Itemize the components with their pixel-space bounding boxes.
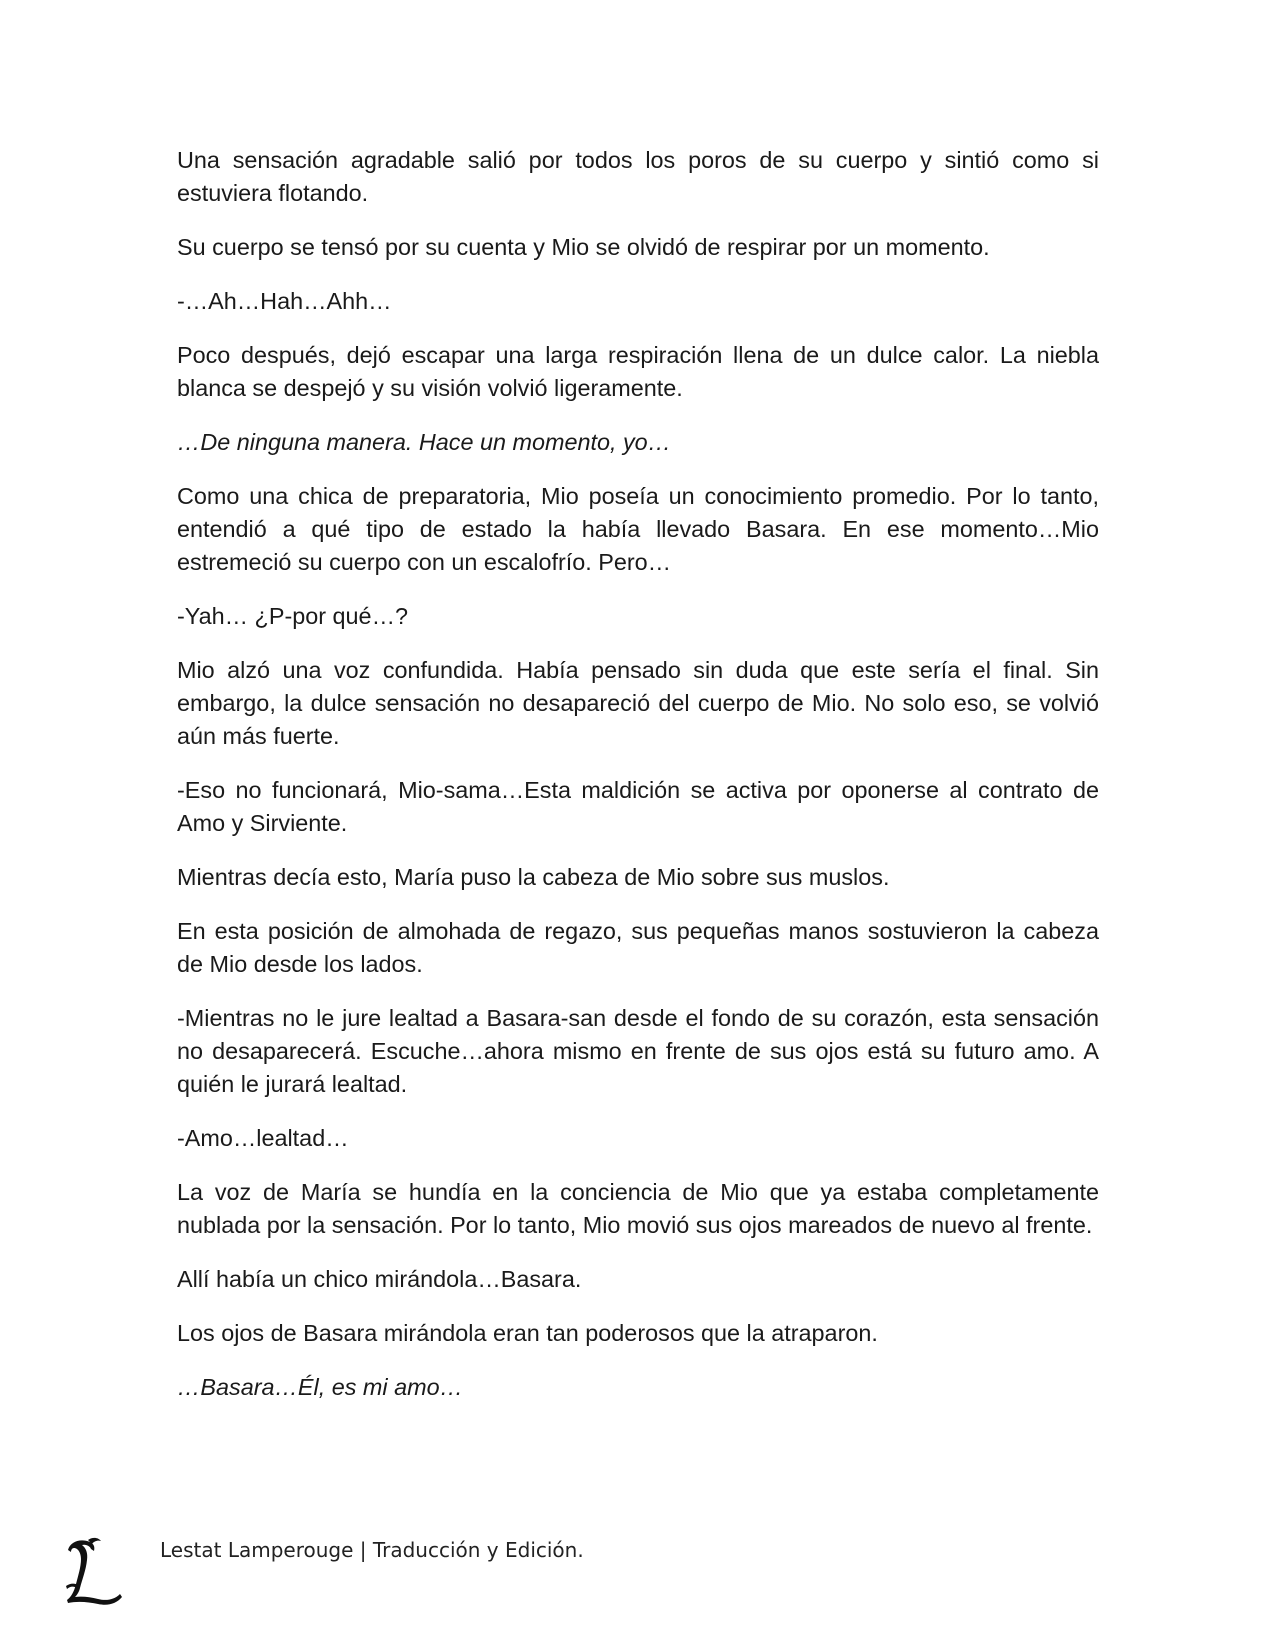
paragraph: Poco después, dejó escapar una larga respiración llena de un dulce calor. La niebla blanca se despejó y su visión volvió ligeramente. [177, 342, 1099, 401]
paragraph: Como una chica de preparatoria, Mio poseía un conocimiento promedio. Por lo tanto, entendió a qué tipo de estado la había llevado Basara. En ese momento…Mio estremeció su cuerpo con un escalofrío. Pero… [177, 483, 1099, 575]
paragraph: Allí había un chico mirándola…Basara. [177, 1266, 582, 1292]
paragraph: En esta posición de almohada de regazo, sus pequeñas manos sostuvieron la cabeza de Mio desde los lados. [177, 918, 1099, 977]
paragraph-thought: …Basara…Él, es mi amo… [177, 1374, 463, 1400]
paragraph: -Mientras no le jure lealtad a Basara-san desde el fondo de su corazón, esta sensación no desaparecerá. Escuche…ahora mismo en frente de sus ojos está su futuro amo. A quién le jurará lealtad. [177, 1005, 1099, 1097]
page-footer [64, 1536, 764, 1616]
paragraph: -Yah… ¿P-por qué…? [177, 603, 408, 629]
paragraph: Su cuerpo se tensó por su cuenta y Mio se olvidó de respirar por un momento. [177, 234, 990, 260]
paragraph: Los ojos de Basara mirándola eran tan poderosos que la atraparon. [177, 1320, 878, 1346]
paragraph: -…Ah…Hah…Ahh… [177, 288, 392, 314]
document-body [177, 144, 1099, 1425]
paragraph: Mientras decía esto, María puso la cabeza de Mio sobre sus muslos. [177, 864, 890, 890]
paragraph: Una sensación agradable salió por todos los poros de su cuerpo y sintió como si estuviera flotando. [177, 147, 1099, 206]
paragraph: -Amo…lealtad… [177, 1125, 349, 1151]
paragraph: La voz de María se hundía en la conciencia de Mio que ya estaba completamente nublada por la sensación. Por lo tanto, Mio movió sus ojos mareados de nuevo al frente. [177, 1179, 1099, 1238]
paragraph-thought: …De ninguna manera. Hace un momento, yo… [177, 429, 672, 455]
translator-credit: Lestat Lamperouge | Traducción y Edición. [160, 1538, 584, 1562]
paragraph: -Eso no funcionará, Mio-sama…Esta maldición se activa por oponerse al contrato de Amo y Sirviente. [177, 777, 1099, 836]
paragraph: Mio alzó una voz confundida. Había pensado sin duda que este sería el final. Sin embargo, la dulce sensación no desapareció del cuerpo de Mio. No solo eso, se volvió aún más fuerte. [177, 657, 1099, 749]
gothic-letter-L-icon [64, 1536, 126, 1606]
